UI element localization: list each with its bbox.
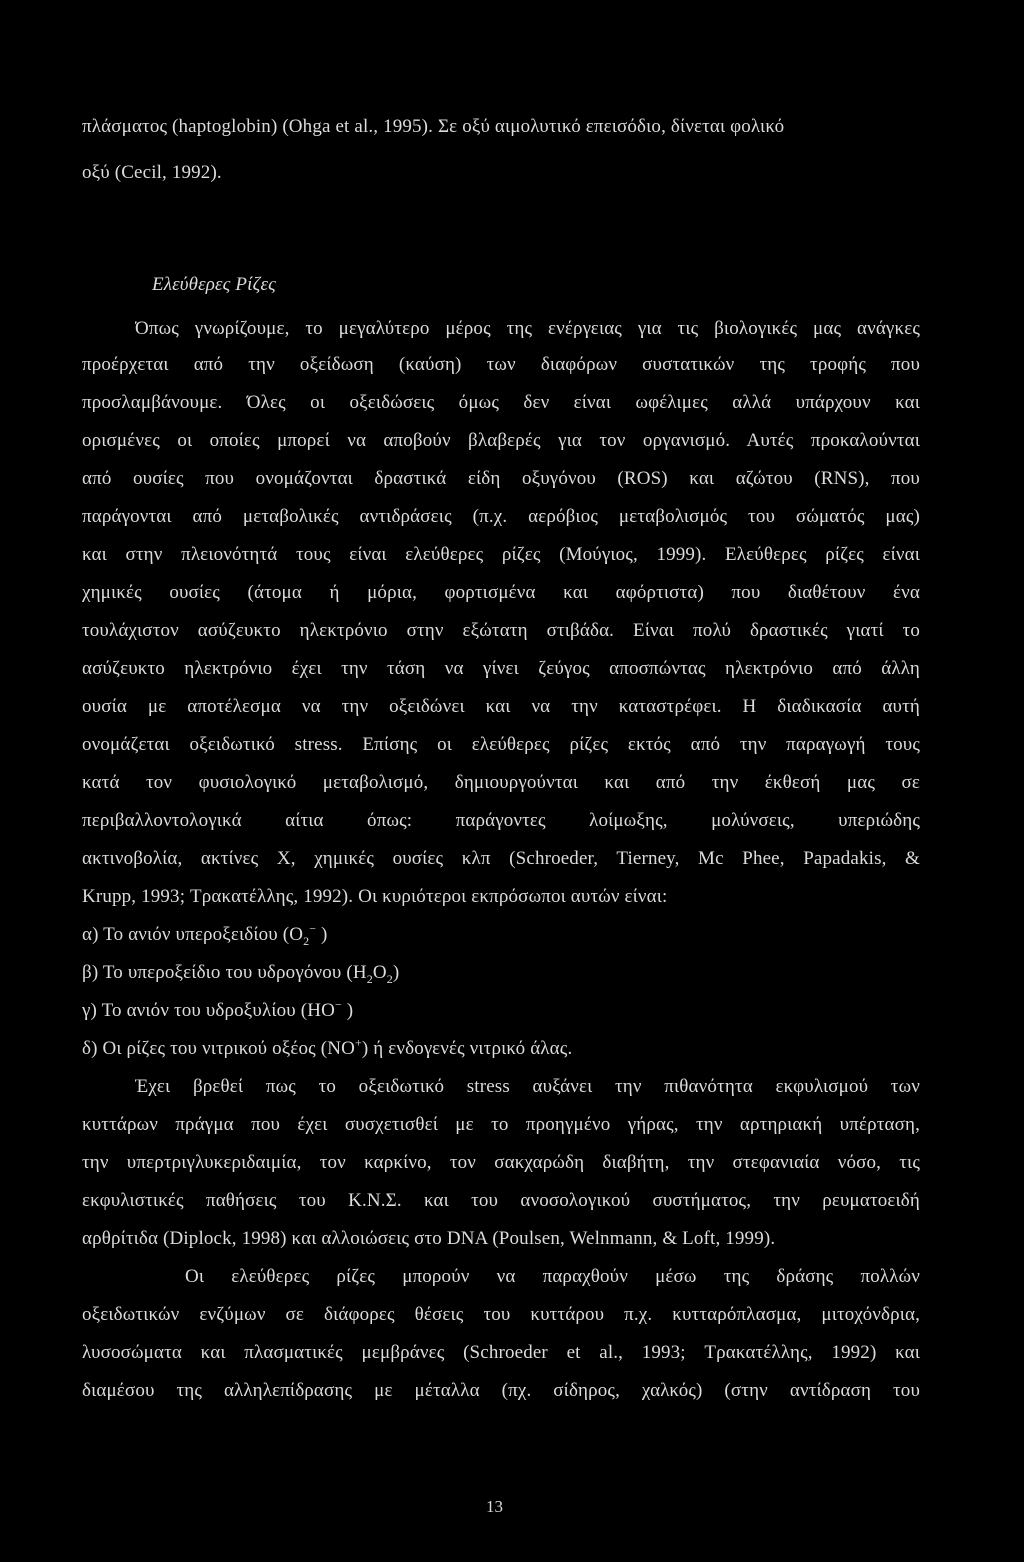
text-line: οξύ (Cecil, 1992). — [82, 162, 222, 183]
text-line: από ουσίες που ονομάζονται δραστικά είδη οξυγόνου (ROS) και αζώτου (RNS), που — [82, 468, 920, 489]
text-line: αρθρίτιδα (Diplock, 1998) και αλλοιώσεις στο DNA (Poulsen, Welnmann, & Loft, 1999). — [82, 1228, 776, 1249]
text-line: τουλάχιστον ασύζευκτο ηλεκτρόνιο στην εξώτατη στιβάδα. Είναι πολύ δραστικές γιατί το — [82, 620, 920, 641]
text-line: περιβαλλοντολογικά αίτια όπως: παράγοντες λοίμωξης, μολύνσεις, υπεριώδης — [82, 810, 920, 831]
text-line: κυττάρων πράγμα που έχει συσχετισθεί με το προηγμένο γήρας, την αρτηριακή υπέρταση, — [82, 1114, 920, 1135]
text-line: Krupp, 1993; Τρακατέλλης, 1992). Οι κυριότεροι εκπρόσωποι αυτών είναι: — [82, 886, 668, 907]
text-line: πλάσματος (haptoglobin) (Ohga et al., 1995). Σε οξύ αιμολυτικό επεισόδιο, δίνεται φολικό — [82, 116, 785, 137]
text-line: χημικές ουσίες (άτομα ή μόρια, φορτισμένα και αφόρτιστα) που διαθέτουν ένα — [82, 582, 920, 603]
text-line: ακτινοβολία, ακτίνες X, χημικές ουσίες κλπ (Schroeder, Tierney, Mc Phee, Papadakis, & — [82, 848, 920, 869]
text-line: λυσοσώματα και πλασματικές μεμβράνες (Schroeder et al., 1993; Τρακατέλλης, 1992) και — [82, 1342, 920, 1363]
list-item-c: γ) Το ανιόν του υδροξυλίου (HO− ) — [82, 997, 354, 1021]
text-line: προσλαμβάνουμε. Όλες οι οξειδώσεις όμως δεν είναι ωφέλιμες αλλά υπάρχουν και — [82, 392, 920, 413]
text-line: εκφυλιστικές παθήσεις του Κ.Ν.Σ. και του ανοσολογικού συστήματος, την ρευματοειδή — [82, 1190, 920, 1211]
text-line: ασύζευκτο ηλεκτρόνιο έχει την τάση να γίνει ζεύγος αποσπώντας ηλεκτρόνιο από άλλη — [82, 658, 920, 679]
text-line: διαμέσου της αλληλεπίδρασης με μέταλλα (πχ. σίδηρος, χαλκός) (στην αντίδραση του — [82, 1380, 920, 1401]
text-line: ορισμένες οι οποίες μπορεί να αποβούν βλαβερές για τον οργανισμό. Αυτές προκαλούνται — [82, 430, 920, 451]
list-item-d: δ) Οι ρίζες του νιτρικού οξέος (NO+) ή ενδογενές νιτρικό άλας. — [82, 1035, 573, 1059]
list-item-a: α) Το ανιόν υπεροξειδίου ($O_2^-$ ) — [82, 921, 328, 948]
text-line: την υπερτριγλυκεριδαιμία, τον καρκίνο, τον σακχαρώδη διαβήτη, την στεφανιαία νόσο, τις — [82, 1152, 920, 1173]
text-line: ονομάζεται οξειδωτικό stress. Επίσης οι ελεύθερες ρίζες εκτός από την παραγωγή τους — [82, 734, 920, 755]
text-line: παράγονται από μεταβολικές αντιδράσεις (π.χ. αερόβιος μεταβολισμός του σώματός μας) — [82, 506, 920, 527]
page-number: 13 — [486, 1497, 503, 1516]
text-line: Οι ελεύθερες ρίζες μπορούν να παραχθούν μέσω της δράσης πολλών — [185, 1266, 920, 1287]
text-line: κατά τον φυσιολογικό μεταβολισμό, δημιουργούνται και από την έκθεσή μας σε — [82, 772, 920, 793]
list-item-b: β) Το υπεροξείδιο του υδρογόνου $(H_2O_2)$ — [82, 962, 400, 986]
text-line: προέρχεται από την οξείδωση (καύση) των διαφόρων συστατικών της τροφής που — [82, 354, 920, 375]
text-line: ουσία με αποτέλεσμα να την οξειδώνει και να την καταστρέφει. Η διαδικασία αυτή — [82, 696, 920, 717]
text-line: και στην πλειονότητά τους είναι ελεύθερες ρίζες (Μούγιος, 1999). Ελεύθερες ρίζες είναι — [82, 544, 920, 565]
text-line: οξειδωτικών ενζύμων σε διάφορες θέσεις του κυττάρου π.χ. κυτταρόπλασμα, μιτοχόνδρια, — [82, 1304, 920, 1325]
text-line: Όπως γνωρίζουμε, το μεγαλύτερο μέρος της ενέργειας για τις βιολογικές μας ανάγκες — [135, 318, 920, 339]
section-heading: Ελεύθερες Ρίζες — [152, 274, 276, 295]
text-line: Έχει βρεθεί πως το οξειδωτικό stress αυξάνει την πιθανότητα εκφυλισμού των — [135, 1076, 920, 1097]
